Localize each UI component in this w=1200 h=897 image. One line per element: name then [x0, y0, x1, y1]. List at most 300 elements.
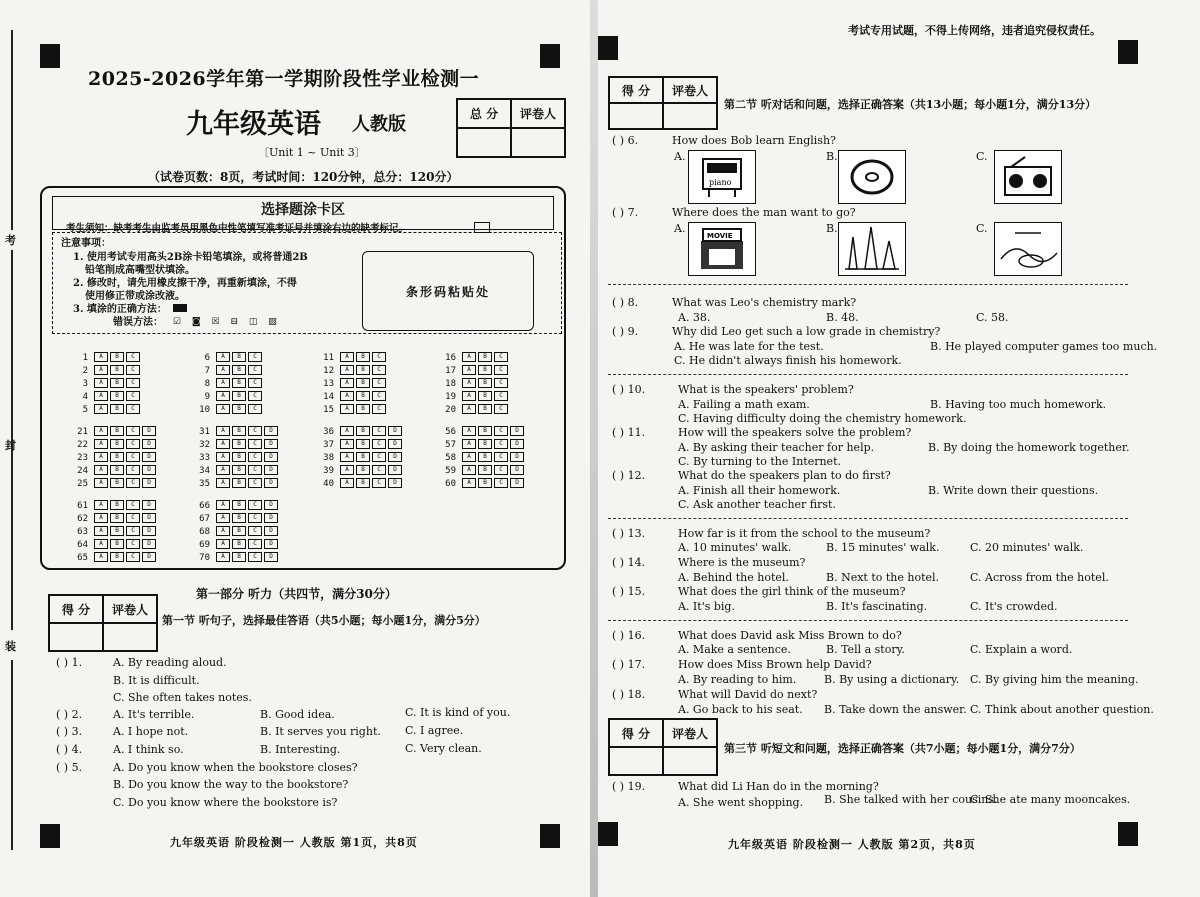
answer-bubble[interactable]: B	[232, 391, 246, 401]
answer-bubble[interactable]: C	[372, 378, 386, 388]
answer-row	[72, 500, 156, 511]
answer-bubble[interactable]: B	[478, 465, 492, 475]
answer-bubble[interactable]: C	[126, 539, 140, 549]
answer-bubble[interactable]: D	[142, 539, 156, 549]
option-c: C. Across from the hotel.	[970, 571, 1109, 584]
subject-title: 九年级英语	[186, 109, 321, 140]
option-b: B. She talked with her cousins.	[824, 793, 998, 806]
answer-bubble[interactable]: D	[388, 478, 402, 488]
answer-bubble[interactable]: C	[248, 452, 262, 462]
answer-bubble[interactable]: B	[110, 426, 124, 436]
answer-bubble[interactable]: D	[142, 552, 156, 562]
answer-bubble[interactable]: B	[232, 552, 246, 562]
answer-bubble[interactable]: A	[94, 391, 108, 401]
answer-bubble[interactable]: A	[462, 439, 476, 449]
answer-bubble[interactable]: C	[248, 465, 262, 475]
answer-bubble[interactable]: C	[126, 352, 140, 362]
answer-bubble[interactable]: C	[248, 391, 262, 401]
answer-bubble[interactable]: C	[248, 478, 262, 488]
answer-bubble[interactable]: C	[126, 439, 140, 449]
answer-bubble[interactable]: C	[126, 552, 140, 562]
answer-bubble[interactable]: A	[216, 513, 230, 523]
cd-icon	[838, 150, 906, 204]
option-c: C. Think about another question.	[970, 703, 1154, 716]
answer-bubble[interactable]: B	[110, 404, 124, 414]
answer-row	[440, 404, 508, 415]
answer-bubble[interactable]: B	[478, 404, 492, 414]
answer-bubble[interactable]: C	[248, 513, 262, 523]
answer-bubble[interactable]: A	[462, 391, 476, 401]
option-c: C. It's crowded.	[970, 600, 1058, 613]
answer-number: 63	[77, 526, 88, 537]
answer-bubble[interactable]: A	[216, 465, 230, 475]
answer-row	[194, 404, 262, 415]
piano-icon	[688, 150, 756, 204]
answer-bubble[interactable]: D	[510, 465, 524, 475]
answer-number: 40	[323, 478, 334, 489]
answer-number: 19	[445, 391, 456, 402]
answer-bubble[interactable]: A	[216, 478, 230, 488]
radio-icon	[994, 150, 1062, 204]
registration-marker	[40, 824, 60, 848]
question-number: ( ) 17.	[612, 658, 646, 671]
answer-bubble[interactable]: A	[94, 426, 108, 436]
registration-marker	[598, 36, 618, 60]
answer-bubble[interactable]: A	[462, 404, 476, 414]
answer-bubble[interactable]: B	[232, 513, 246, 523]
answer-bubble[interactable]: B	[232, 365, 246, 375]
answer-row	[194, 539, 278, 550]
answer-bubble[interactable]: B	[110, 352, 124, 362]
answer-bubble[interactable]: A	[462, 426, 476, 436]
answer-number: 60	[445, 478, 456, 489]
answer-bubble[interactable]: B	[356, 404, 370, 414]
answer-bubble[interactable]: B	[356, 426, 370, 436]
answer-bubble[interactable]: C	[494, 426, 508, 436]
answer-bubble[interactable]: C	[126, 452, 140, 462]
answer-bubble[interactable]: A	[462, 365, 476, 375]
registration-marker	[540, 824, 560, 848]
answer-bubble[interactable]: A	[462, 452, 476, 462]
question-number: ( ) 18.	[612, 688, 646, 701]
answer-bubble[interactable]: D	[142, 439, 156, 449]
option-b: B. It is difficult.	[113, 674, 200, 687]
question-number: ( ) 4.	[56, 743, 83, 756]
total-score-field[interactable]	[457, 128, 511, 157]
answer-row	[72, 426, 156, 437]
answer-bubble[interactable]: C	[372, 391, 386, 401]
castle-icon	[838, 222, 906, 276]
answer-row	[318, 404, 386, 415]
answer-row	[194, 526, 278, 537]
answer-bubble[interactable]: B	[356, 378, 370, 388]
answer-bubble[interactable]: A	[94, 404, 108, 414]
answer-bubble[interactable]: D	[142, 452, 156, 462]
answer-bubble[interactable]: D	[264, 452, 278, 462]
wrong-fill-samples: ☑ ◙ ☒ ⊟ ◫ ▨	[173, 317, 281, 327]
option-a: A. 10 minutes' walk.	[678, 541, 792, 554]
answer-bubble[interactable]: C	[248, 352, 262, 362]
answer-bubble[interactable]: B	[110, 378, 124, 388]
answer-bubble[interactable]: A	[94, 365, 108, 375]
answer-bubble[interactable]: C	[248, 404, 262, 414]
option-c: C. She often takes notes.	[113, 691, 252, 704]
score-field[interactable]	[49, 623, 103, 651]
answer-bubble[interactable]: B	[478, 426, 492, 436]
answer-bubble[interactable]: A	[216, 526, 230, 536]
zoo-icon	[994, 222, 1062, 276]
answer-row	[440, 439, 524, 450]
answer-bubble[interactable]: A	[462, 378, 476, 388]
answer-bubble[interactable]: A	[216, 378, 230, 388]
answer-bubble[interactable]: C	[494, 404, 508, 414]
answer-row	[194, 426, 278, 437]
card-instruction: 考生须知：缺考考生由监考员用黑色中性笔填写准考证号并填涂右边的缺考标记。	[66, 223, 409, 234]
answer-bubble[interactable]: A	[216, 352, 230, 362]
answer-bubble[interactable]: D	[264, 439, 278, 449]
answer-row	[318, 391, 386, 402]
answer-bubble[interactable]: C	[248, 365, 262, 375]
answer-bubble[interactable]: B	[356, 352, 370, 362]
answer-bubble[interactable]: A	[340, 452, 354, 462]
answer-bubble[interactable]: A	[340, 391, 354, 401]
answer-bubble[interactable]: D	[388, 426, 402, 436]
answer-bubble[interactable]: B	[110, 478, 124, 488]
option-b: B. It serves you right.	[260, 725, 381, 738]
answer-bubble[interactable]: C	[494, 452, 508, 462]
question-number: ( ) 11.	[612, 426, 646, 439]
option-b: B. Interesting.	[260, 743, 341, 756]
answer-bubble[interactable]: B	[478, 391, 492, 401]
answer-bubble[interactable]: A	[462, 352, 476, 362]
answer-row	[194, 465, 278, 476]
answer-bubble[interactable]: C	[372, 439, 386, 449]
answer-bubble[interactable]: A	[462, 465, 476, 475]
answer-bubble[interactable]: A	[94, 478, 108, 488]
exam-info: （试卷页数：8页，考试时间：120分钟，总分：120分）	[148, 170, 459, 184]
question-number: ( ) 7.	[612, 206, 639, 219]
answer-bubble[interactable]: B	[110, 539, 124, 549]
answer-bubble[interactable]: A	[340, 478, 354, 488]
answer-bubble[interactable]: D	[388, 439, 402, 449]
option-c: C. It is kind of you.	[405, 706, 511, 719]
answer-bubble[interactable]: C	[494, 478, 508, 488]
answer-bubble[interactable]: A	[462, 478, 476, 488]
note-line: 错误方法：	[113, 317, 163, 328]
score-label: 得 分	[49, 595, 103, 623]
answer-bubble[interactable]: A	[216, 426, 230, 436]
answer-bubble[interactable]: A	[216, 365, 230, 375]
part1-title: 第一部分 听力（共四节，满分30分）	[196, 587, 397, 601]
answer-bubble[interactable]: B	[478, 439, 492, 449]
answer-bubble[interactable]: D	[264, 526, 278, 536]
answer-bubble[interactable]: B	[356, 391, 370, 401]
answer-bubble[interactable]: B	[232, 404, 246, 414]
answer-bubble[interactable]: B	[232, 478, 246, 488]
answer-number: 58	[445, 452, 456, 463]
question-number: ( ) 9.	[612, 325, 639, 338]
answer-number: 34	[199, 465, 210, 476]
answer-row	[72, 513, 156, 524]
answer-bubble[interactable]: B	[478, 352, 492, 362]
answer-row	[440, 378, 508, 389]
option-b: B. Do you know the way to the bookstore?	[113, 778, 349, 791]
answer-number: 39	[323, 465, 334, 476]
answer-bubble[interactable]: A	[94, 539, 108, 549]
question-number: ( ) 6.	[612, 134, 639, 147]
grader-field[interactable]	[663, 747, 717, 775]
answer-number: 23	[77, 452, 88, 463]
answer-bubble[interactable]: A	[340, 352, 354, 362]
option-a: A. 38.	[678, 311, 711, 324]
answer-bubble[interactable]: C	[126, 526, 140, 536]
correct-fill-sample	[173, 304, 187, 312]
answer-bubble[interactable]: C	[494, 365, 508, 375]
answer-number: 18	[445, 378, 456, 389]
answer-bubble[interactable]: D	[142, 500, 156, 510]
answer-bubble[interactable]: C	[126, 378, 140, 388]
answer-bubble[interactable]: A	[216, 439, 230, 449]
answer-bubble[interactable]: C	[372, 452, 386, 462]
answer-number: 7	[204, 365, 210, 376]
answer-bubble[interactable]: B	[356, 452, 370, 462]
answer-bubble[interactable]: C	[248, 426, 262, 436]
answer-bubble[interactable]: C	[248, 378, 262, 388]
option-c: C. Very clean.	[405, 742, 482, 755]
question-text: What will David do next?	[678, 688, 818, 701]
answer-bubble[interactable]: C	[126, 404, 140, 414]
answer-bubble[interactable]: A	[94, 465, 108, 475]
note-line: 使用修正带或涂改液。	[85, 291, 185, 302]
answer-bubble[interactable]: D	[264, 539, 278, 549]
answer-bubble[interactable]: D	[388, 452, 402, 462]
answer-bubble[interactable]: C	[248, 500, 262, 510]
answer-number: 4	[82, 391, 88, 402]
answer-bubble[interactable]: A	[340, 378, 354, 388]
answer-bubble[interactable]: D	[264, 478, 278, 488]
answer-bubble[interactable]: A	[216, 500, 230, 510]
answer-bubble[interactable]: C	[248, 439, 262, 449]
answer-bubble[interactable]: B	[232, 500, 246, 510]
answer-bubble[interactable]: B	[110, 439, 124, 449]
answer-number: 24	[77, 465, 88, 476]
answer-bubble[interactable]: D	[264, 513, 278, 523]
answer-number: 38	[323, 452, 334, 463]
answer-bubble[interactable]: C	[372, 465, 386, 475]
answer-bubble[interactable]: A	[216, 452, 230, 462]
answer-number: 21	[77, 426, 88, 437]
answer-bubble[interactable]: B	[232, 465, 246, 475]
score-label: 得 分	[609, 719, 663, 747]
answer-row	[194, 452, 278, 463]
question-text: What was Leo's chemistry mark?	[672, 296, 857, 309]
answer-bubble[interactable]: B	[110, 552, 124, 562]
answer-bubble[interactable]: C	[126, 500, 140, 510]
answer-bubble[interactable]: C	[126, 391, 140, 401]
answer-bubble[interactable]: A	[340, 439, 354, 449]
answer-bubble[interactable]: B	[232, 352, 246, 362]
answer-bubble[interactable]: B	[110, 452, 124, 462]
answer-bubble[interactable]: A	[340, 465, 354, 475]
option-c: C. By giving him the meaning.	[970, 673, 1139, 686]
answer-row	[440, 478, 524, 489]
section3-grader-box	[608, 718, 718, 776]
answer-bubble[interactable]: C	[372, 426, 386, 436]
answer-bubble[interactable]: B	[478, 378, 492, 388]
question-text: How will the speakers solve the problem?	[678, 426, 912, 439]
answer-bubble[interactable]: D	[388, 465, 402, 475]
unit-range: 〔Unit 1 ~ Unit 3〕	[258, 146, 366, 159]
answer-number: 61	[77, 500, 88, 511]
answer-row	[318, 378, 386, 389]
answer-bubble[interactable]: A	[216, 404, 230, 414]
answer-bubble[interactable]: C	[494, 391, 508, 401]
answer-bubble[interactable]: C	[494, 352, 508, 362]
answer-bubble[interactable]: A	[94, 439, 108, 449]
option-a: A. It's big.	[678, 600, 735, 613]
answer-bubble[interactable]: D	[142, 426, 156, 436]
answer-bubble[interactable]: B	[110, 365, 124, 375]
section-separator	[608, 284, 1128, 285]
answer-bubble[interactable]: D	[510, 478, 524, 488]
answer-bubble[interactable]: C	[126, 478, 140, 488]
answer-bubble[interactable]: B	[232, 526, 246, 536]
answer-bubble[interactable]: C	[248, 526, 262, 536]
answer-bubble[interactable]: B	[110, 391, 124, 401]
answer-number: 37	[323, 439, 334, 450]
option-b: B. 48.	[826, 311, 859, 324]
answer-bubble[interactable]: A	[216, 391, 230, 401]
answer-bubble[interactable]: D	[510, 439, 524, 449]
answer-row	[194, 439, 278, 450]
answer-row	[440, 391, 508, 402]
answer-bubble[interactable]: B	[232, 378, 246, 388]
option-a: A. He was late for the test.	[674, 340, 824, 353]
answer-bubble[interactable]: A	[94, 500, 108, 510]
answer-bubble[interactable]: B	[110, 513, 124, 523]
answer-bubble[interactable]: B	[478, 452, 492, 462]
answer-bubble[interactable]: C	[372, 404, 386, 414]
section-separator	[608, 620, 1128, 621]
answer-bubble[interactable]: C	[494, 465, 508, 475]
answer-bubble[interactable]: A	[94, 378, 108, 388]
answer-bubble[interactable]: B	[478, 365, 492, 375]
score-field[interactable]	[609, 747, 663, 775]
answer-row	[194, 513, 278, 524]
grader-field[interactable]	[663, 103, 717, 129]
answer-bubble[interactable]: C	[126, 426, 140, 436]
answer-bubble[interactable]: C	[126, 365, 140, 375]
answer-bubble[interactable]: B	[110, 465, 124, 475]
answer-bubble[interactable]: C	[126, 465, 140, 475]
answer-bubble[interactable]: D	[264, 552, 278, 562]
answer-bubble[interactable]: D	[142, 478, 156, 488]
answer-bubble[interactable]: B	[110, 500, 124, 510]
question-text: What is the speakers' problem?	[678, 383, 854, 396]
answer-bubble[interactable]: B	[110, 526, 124, 536]
answer-bubble[interactable]: B	[356, 465, 370, 475]
answer-bubble[interactable]: C	[494, 378, 508, 388]
answer-bubble[interactable]: A	[216, 539, 230, 549]
answer-bubble[interactable]: D	[264, 500, 278, 510]
answer-bubble[interactable]: A	[340, 426, 354, 436]
question-text: Where does the man want to go?	[672, 206, 856, 219]
grader-field[interactable]	[511, 128, 565, 157]
answer-bubble[interactable]: A	[94, 352, 108, 362]
answer-bubble[interactable]: C	[372, 478, 386, 488]
answer-bubble[interactable]: D	[142, 526, 156, 536]
answer-bubble[interactable]: A	[340, 404, 354, 414]
answer-bubble[interactable]: B	[232, 539, 246, 549]
answer-bubble[interactable]: D	[264, 426, 278, 436]
answer-bubble[interactable]: B	[232, 452, 246, 462]
answer-bubble[interactable]: C	[372, 352, 386, 362]
option-a: A. She went shopping.	[678, 796, 804, 809]
answer-bubble[interactable]: A	[340, 365, 354, 375]
answer-number: 62	[77, 513, 88, 524]
answer-bubble[interactable]: B	[232, 426, 246, 436]
grader-field[interactable]	[103, 623, 157, 651]
answer-row	[318, 426, 402, 437]
answer-bubble[interactable]: B	[356, 478, 370, 488]
answer-bubble[interactable]: B	[356, 365, 370, 375]
answer-bubble[interactable]: B	[478, 478, 492, 488]
answer-bubble[interactable]: A	[94, 452, 108, 462]
option-b-label: B.	[826, 222, 838, 235]
question-text: What did Li Han do in the morning?	[678, 780, 879, 793]
answer-bubble[interactable]: D	[510, 426, 524, 436]
answer-bubble[interactable]: B	[232, 439, 246, 449]
answer-number: 5	[82, 404, 88, 415]
question-number: ( ) 13.	[612, 527, 646, 540]
question-text: What does David ask Miss Brown to do?	[678, 629, 902, 642]
answer-row	[72, 391, 140, 402]
answer-number: 15	[323, 404, 334, 415]
section-separator	[608, 518, 1128, 519]
answer-number: 32	[199, 439, 210, 450]
edition-label: 人教版	[352, 114, 406, 135]
answer-number: 3	[82, 378, 88, 389]
answer-bubble[interactable]: D	[510, 452, 524, 462]
question-number: ( ) 19.	[612, 780, 646, 793]
answer-row	[72, 465, 156, 476]
answer-number: 31	[199, 426, 210, 437]
answer-bubble[interactable]: D	[142, 513, 156, 523]
answer-bubble[interactable]: C	[494, 439, 508, 449]
answer-bubble[interactable]: C	[126, 513, 140, 523]
answer-bubble[interactable]: A	[94, 526, 108, 536]
answer-bubble[interactable]: A	[94, 513, 108, 523]
answer-bubble[interactable]: D	[142, 465, 156, 475]
answer-number: 69	[199, 539, 210, 550]
answer-bubble[interactable]: A	[216, 552, 230, 562]
answer-bubble[interactable]: D	[264, 465, 278, 475]
score-field[interactable]	[609, 103, 663, 129]
answer-row	[318, 439, 402, 450]
answer-bubble[interactable]: A	[94, 552, 108, 562]
answer-row	[72, 452, 156, 463]
answer-bubble[interactable]: C	[248, 552, 262, 562]
answer-bubble[interactable]: C	[248, 539, 262, 549]
question-number: ( ) 12.	[612, 469, 646, 482]
answer-row	[318, 452, 402, 463]
grader-label: 评卷人	[511, 99, 565, 128]
answer-row	[194, 352, 262, 363]
answer-bubble[interactable]: B	[356, 439, 370, 449]
answer-bubble[interactable]: C	[372, 365, 386, 375]
registration-marker	[540, 44, 560, 68]
answer-number: 66	[199, 500, 210, 511]
